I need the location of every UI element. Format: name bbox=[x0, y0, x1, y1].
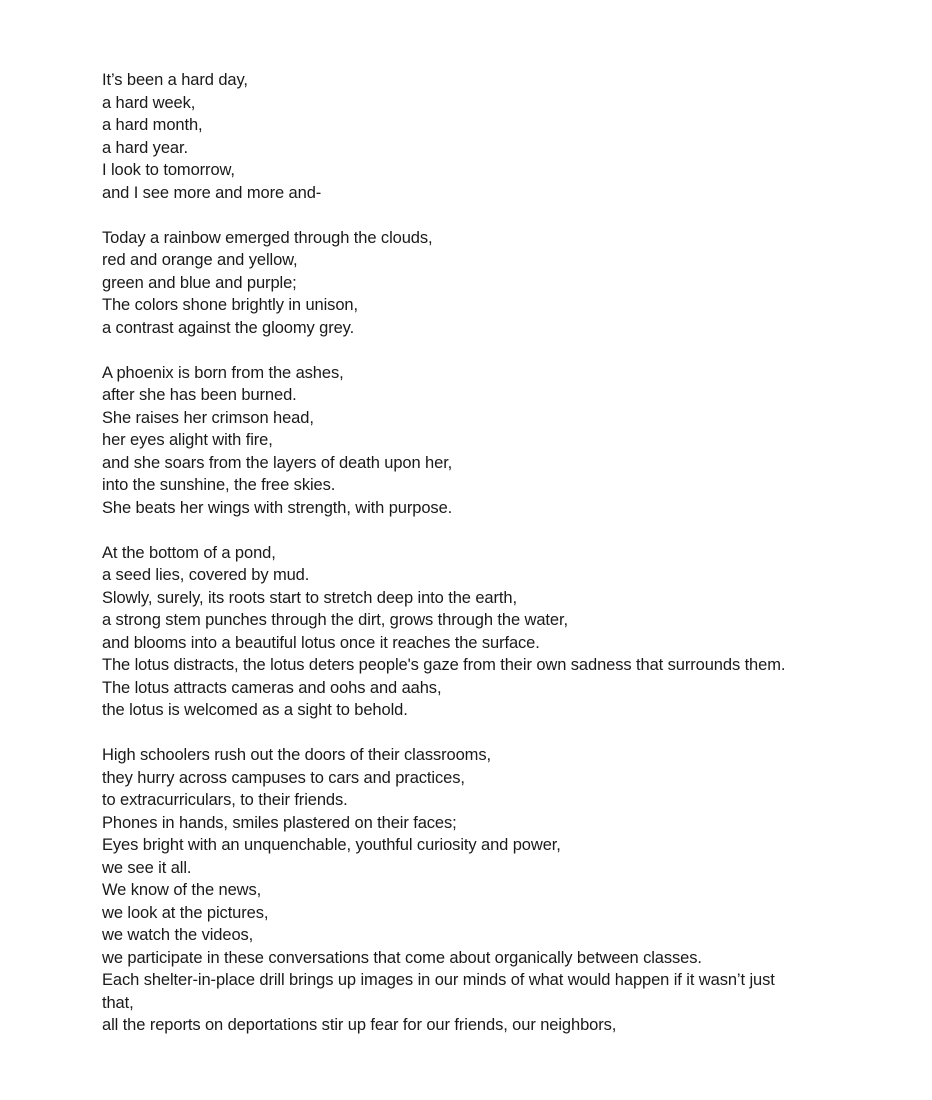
poem-line: We know of the news, bbox=[102, 881, 262, 899]
poem-line: a strong stem punches through the dirt, grows through the water, bbox=[102, 611, 568, 629]
poem-line: and blooms into a beautiful lotus once it reaches the surface. bbox=[102, 633, 540, 652]
poem-line: and she soars from the layers of death upon her, bbox=[102, 453, 453, 472]
stanza bbox=[102, 542, 862, 722]
poem-line: red and orange and yellow, bbox=[102, 251, 298, 269]
poem-line: The lotus attracts cameras and oohs and aahs, bbox=[102, 678, 442, 697]
poem-line: Slowly, surely, its roots start to stretch deep into the earth, bbox=[102, 588, 517, 607]
stanza bbox=[102, 744, 862, 1037]
poem-line: I look to tomorrow, bbox=[102, 161, 235, 179]
poem-line: She beats her wings with strength, with purpose. bbox=[102, 498, 453, 517]
poem-line: they hurry across campuses to cars and practices, bbox=[102, 768, 465, 787]
poem-line: a seed lies, covered by mud. bbox=[102, 566, 310, 584]
poem-line: after she has been burned. bbox=[102, 386, 297, 404]
poem-line: a hard month, bbox=[102, 116, 203, 134]
poem-line: A phoenix is born from the ashes, bbox=[102, 363, 344, 382]
poem-line: At the bottom of a pond, bbox=[102, 543, 276, 562]
stanza bbox=[102, 362, 862, 520]
poem-line: Each shelter-in-place drill brings up images in our minds of what would happen if it wasn’t just bbox=[102, 971, 775, 989]
poem-line: we see it all. bbox=[102, 858, 192, 877]
poem-line: She raises her crimson head, bbox=[102, 408, 314, 427]
poem-body bbox=[102, 69, 862, 1059]
poem-line: the lotus is welcomed as a sight to behold. bbox=[102, 701, 408, 719]
poem-line: green and blue and purple; bbox=[102, 273, 297, 292]
poem-line: Eyes bright with an unquenchable, youthful curiosity and power, bbox=[102, 836, 561, 854]
poem-line: Today a rainbow emerged through the clouds, bbox=[102, 228, 433, 247]
poem-line: to extracurriculars, to their friends. bbox=[102, 791, 348, 809]
poem-line: The colors shone brightly in unison, bbox=[102, 296, 358, 314]
poem-line: a hard week, bbox=[102, 93, 196, 112]
poem-line: It’s been a hard day, bbox=[102, 71, 248, 89]
poem-line: a hard year. bbox=[102, 138, 188, 157]
poem-line: we watch the videos, bbox=[102, 926, 254, 944]
poem-line: a contrast against the gloomy grey. bbox=[102, 318, 355, 337]
poem-line: The lotus distracts, the lotus deters people's gaze from their own sadness that surrounds them. bbox=[102, 656, 786, 674]
poem-line: her eyes alight with fire, bbox=[102, 431, 273, 449]
poem-line: all the reports on deportations stir up fear for our friends, our neighbors, bbox=[102, 1016, 617, 1034]
poem-line: we participate in these conversations that come about organically between classes. bbox=[102, 948, 702, 967]
poem-line: into the sunshine, the free skies. bbox=[102, 476, 336, 494]
poem-line: Phones in hands, smiles plastered on their faces; bbox=[102, 813, 457, 832]
stanza bbox=[102, 69, 862, 204]
stanza bbox=[102, 227, 862, 340]
poem-line: we look at the pictures, bbox=[102, 903, 269, 922]
poem-line: and I see more and more and- bbox=[102, 183, 322, 202]
poem-line: that, bbox=[102, 993, 134, 1012]
poem-line: High schoolers rush out the doors of their classrooms, bbox=[102, 746, 491, 764]
